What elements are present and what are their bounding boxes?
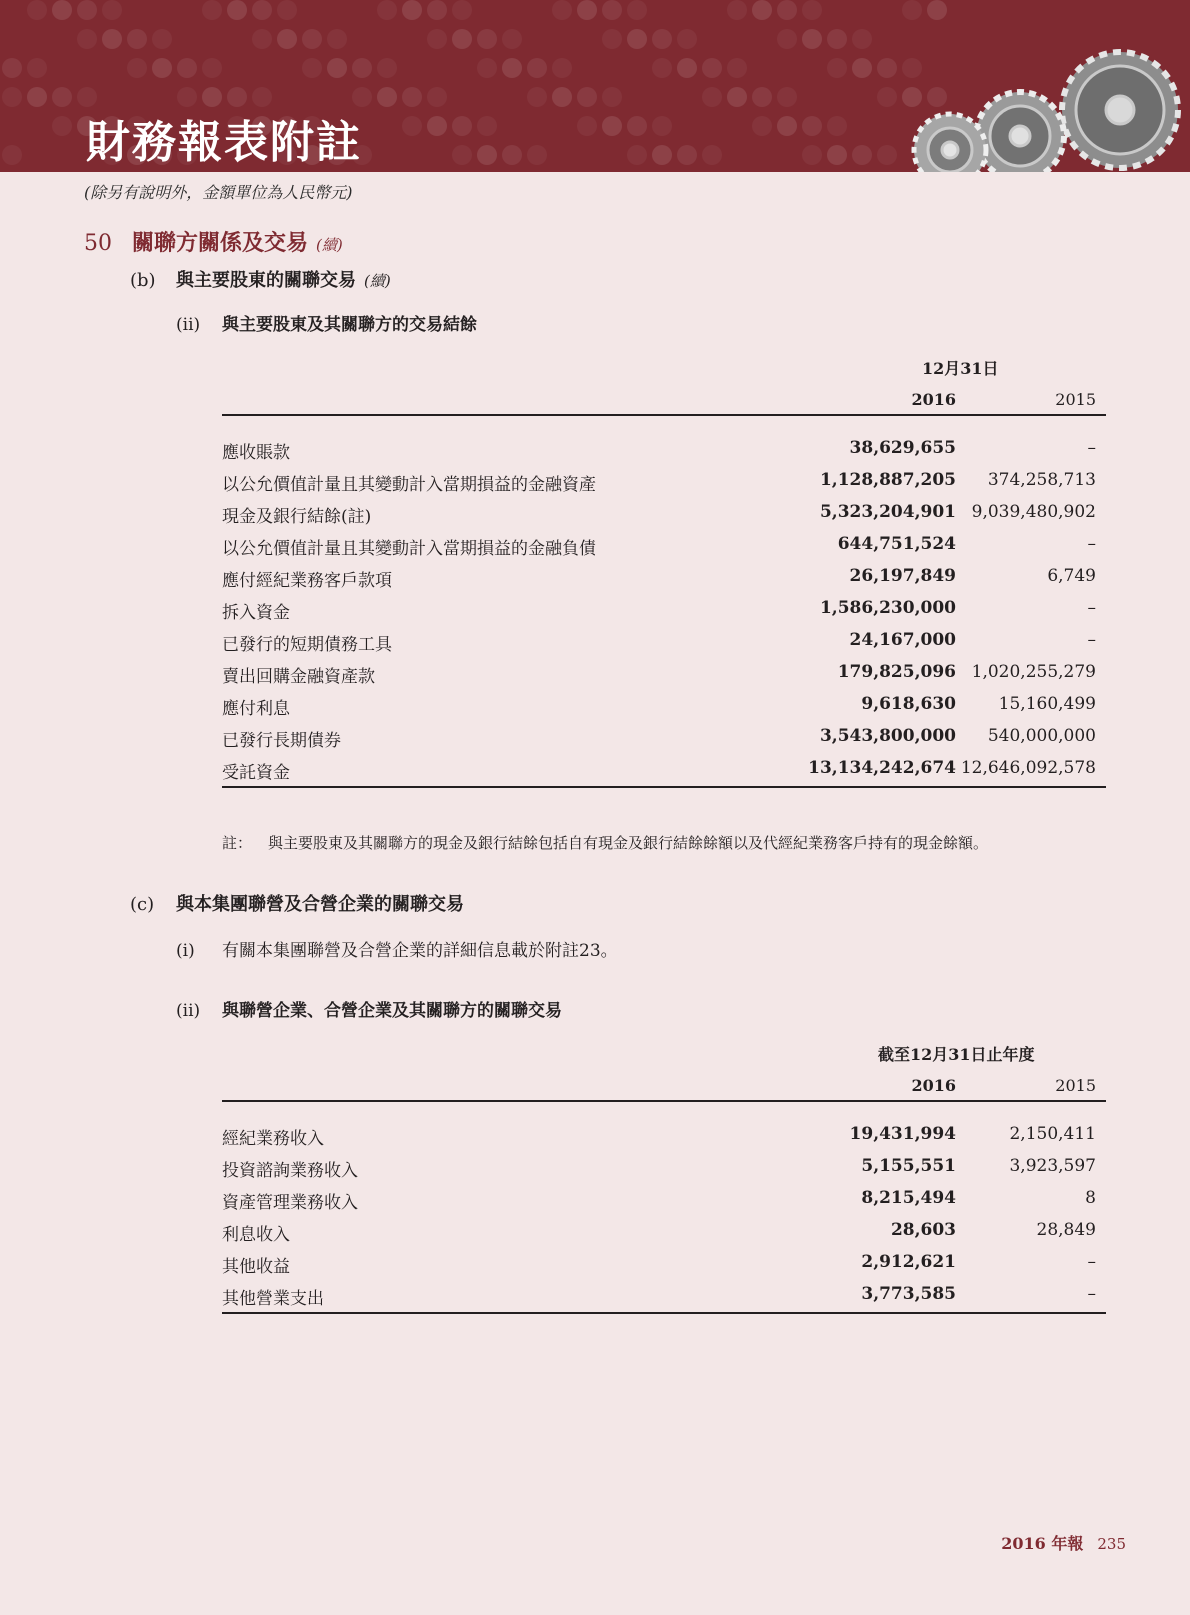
row-label: 已發行長期債券 — [222, 731, 341, 751]
table-row — [222, 502, 1106, 534]
item-b-ii-title: 與主要股東及其關聯方的交易結餘 — [222, 315, 477, 335]
item-b-ii-label: (ii) — [176, 315, 201, 335]
row-label: 以公允價值計量且其變動計入當期損益的金融負債 — [222, 539, 596, 559]
row-label: 其他營業支出 — [222, 1289, 324, 1309]
value-2015: 12,646,092,578 — [960, 758, 1096, 778]
table-row — [222, 694, 1106, 726]
subsection-c-heading — [130, 890, 464, 916]
section-title: 關聯方關係及交易 — [132, 230, 309, 256]
row-label: 以公允價值計量且其變動計入當期損益的金融資產 — [222, 475, 596, 495]
table-row — [222, 438, 1106, 470]
subsection-c-label: (c) — [130, 894, 155, 915]
value-2015: – — [1087, 1252, 1096, 1272]
section-number: 50 — [84, 231, 112, 256]
row-label: 應付經紀業務客戶款項 — [222, 571, 392, 591]
value-2016: 28,603 — [890, 1220, 956, 1240]
value-2015: 28,849 — [1036, 1220, 1096, 1240]
value-2016: 24,167,000 — [849, 630, 956, 650]
table-row — [222, 1220, 1106, 1252]
table-row — [222, 1252, 1106, 1284]
item-c-ii-label: (ii) — [176, 1001, 201, 1021]
row-label: 賣出回購金融資產款 — [222, 667, 375, 687]
row-label: 應收賬款 — [222, 443, 290, 463]
gears-illustration — [890, 40, 1190, 172]
subsection-c-title: 與本集團聯營及合營企業的關聯交易 — [176, 894, 464, 915]
row-label: 其他收益 — [222, 1257, 290, 1277]
table-group-header: 12月31日 — [922, 359, 999, 378]
row-label: 投資諮詢業務收入 — [222, 1161, 358, 1181]
item-c-ii-title: 與聯營企業、合營企業及其關聯方的關聯交易 — [222, 1001, 562, 1021]
page-footer — [1001, 1531, 1126, 1554]
item-c-ii-heading — [176, 996, 562, 1021]
item-c-i-text: 有關本集團聯營及合營企業的詳細信息載於附註23。 — [222, 941, 618, 961]
value-2015: – — [1087, 438, 1096, 458]
row-label: 利息收入 — [222, 1225, 290, 1245]
item-c-i-label: (i) — [176, 941, 195, 961]
value-2015: 540,000,000 — [987, 726, 1096, 746]
page-title: 財務報表附註 — [86, 117, 362, 168]
value-2015: 2,150,411 — [1009, 1124, 1096, 1144]
value-2016: 3,543,800,000 — [819, 726, 956, 746]
value-2016: 8,215,494 — [861, 1188, 956, 1208]
column-header-2016: 2016 — [911, 390, 956, 409]
row-label: 現金及銀行結餘(註) — [222, 507, 372, 527]
footnote-text: 與主要股東及其關聯方的現金及銀行結餘包括自有現金及銀行結餘餘額以及代經紀業務客戶持有的現金餘額。 — [268, 834, 989, 852]
value-2015: – — [1087, 598, 1096, 618]
value-2016: 5,323,204,901 — [819, 502, 956, 522]
row-label: 拆入資金 — [222, 603, 290, 623]
value-2015: – — [1087, 534, 1096, 554]
row-label: 應付利息 — [222, 699, 290, 719]
row-label: 資產管理業務收入 — [222, 1193, 358, 1213]
table-row — [222, 726, 1106, 758]
table-row — [222, 1124, 1106, 1156]
value-2015: 374,258,713 — [987, 470, 1096, 490]
section-continued: (續) — [316, 236, 343, 254]
table-top-rule — [222, 1100, 1106, 1102]
value-2016: 26,197,849 — [849, 566, 956, 586]
value-2016: 179,825,096 — [837, 662, 956, 682]
table-row — [222, 1156, 1106, 1188]
table-row — [222, 470, 1106, 502]
value-2016: 644,751,524 — [837, 534, 956, 554]
report-name: 2016 年報 — [1001, 1534, 1084, 1553]
table-row — [222, 566, 1106, 598]
value-2015: – — [1087, 1284, 1096, 1304]
value-2015: 8 — [1085, 1188, 1096, 1208]
column-header-2015: 2015 — [1055, 390, 1096, 409]
table-row — [222, 534, 1106, 566]
value-2015: 9,039,480,902 — [971, 502, 1096, 522]
value-2016: 2,912,621 — [861, 1252, 956, 1272]
value-2015: 6,749 — [1047, 566, 1096, 586]
subsection-b-continued: (續) — [364, 272, 391, 290]
value-2016: 3,773,585 — [861, 1284, 956, 1304]
table-row — [222, 630, 1106, 662]
value-2016: 1,586,230,000 — [819, 598, 956, 618]
value-2015: 15,160,499 — [998, 694, 1096, 714]
value-2016: 19,431,994 — [849, 1124, 956, 1144]
value-2016: 1,128,887,205 — [819, 470, 956, 490]
value-2015: 1,020,255,279 — [971, 662, 1096, 682]
table-row — [222, 1188, 1106, 1220]
units-note: (除另有說明外，金額單位為人民幣元) — [84, 183, 353, 202]
item-b-ii-heading — [176, 310, 477, 335]
value-2015: – — [1087, 630, 1096, 650]
table-group-header: 截至12月31日止年度 — [878, 1045, 1035, 1064]
header-banner — [0, 0, 1190, 172]
table-footnote — [222, 832, 988, 853]
value-2016: 13,134,242,674 — [808, 758, 956, 778]
value-2016: 5,155,551 — [861, 1156, 956, 1176]
subsection-b-heading — [130, 266, 391, 292]
value-2016: 38,629,655 — [849, 438, 956, 458]
column-header-2016: 2016 — [911, 1076, 956, 1095]
section-heading — [84, 226, 343, 257]
row-label: 經紀業務收入 — [222, 1129, 324, 1149]
table-row — [222, 662, 1106, 694]
table-row — [222, 598, 1106, 630]
subsection-b-title: 與主要股東的關聯交易 — [176, 270, 356, 291]
value-2015: 3,923,597 — [1009, 1156, 1096, 1176]
footnote-label: 註： — [222, 834, 253, 852]
page-number: 235 — [1097, 1535, 1126, 1553]
row-label: 已發行的短期債務工具 — [222, 635, 392, 655]
table-top-rule — [222, 414, 1106, 416]
table-bottom-rule — [222, 786, 1106, 788]
value-2016: 9,618,630 — [861, 694, 956, 714]
row-label: 受託資金 — [222, 763, 290, 783]
table-bottom-rule — [222, 1312, 1106, 1314]
subsection-b-label: (b) — [130, 270, 156, 291]
item-c-i — [176, 936, 618, 961]
column-header-2015: 2015 — [1055, 1076, 1096, 1095]
